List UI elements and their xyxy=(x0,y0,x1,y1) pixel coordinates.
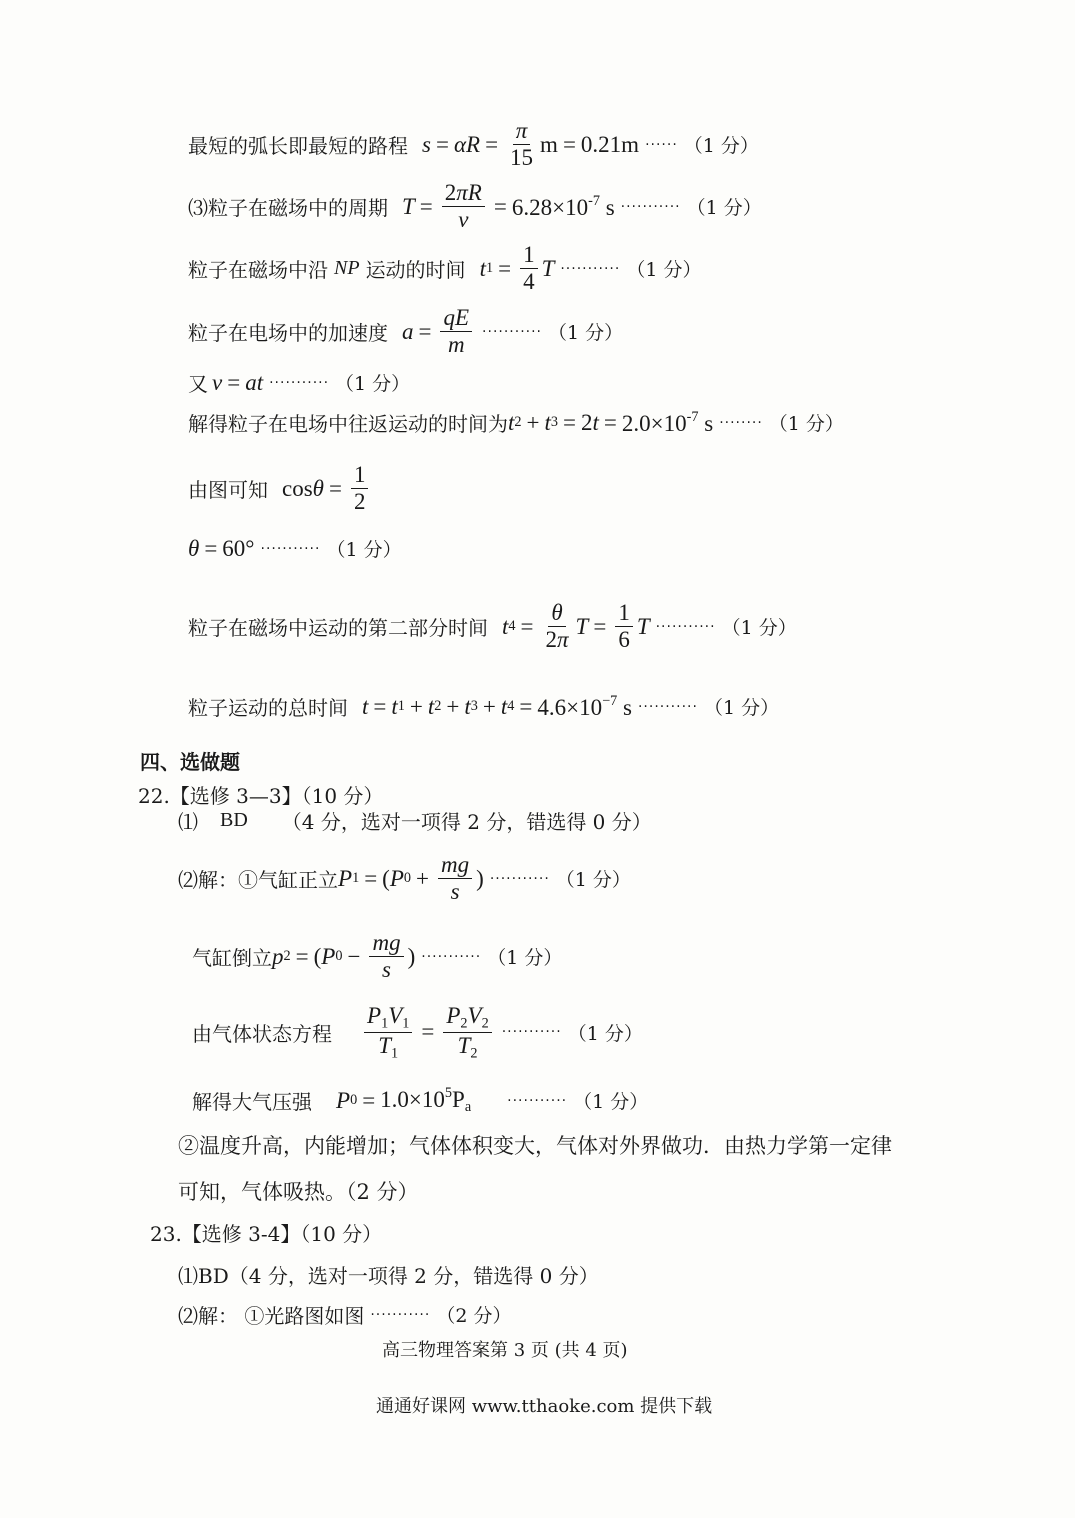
leader-dots: ··········· xyxy=(655,618,716,635)
equation-t2-t3: t 2 + t 3 = 2t = $2.0\times 10^{-7}$ s xyxy=(508,408,714,436)
leader-dots: ··········· xyxy=(620,198,681,215)
line-theta xyxy=(188,535,402,562)
equation-t1: t 1 = $\frac{1}{4}$ T xyxy=(479,242,555,295)
line-text: ⑶粒子在磁场中的周期 xyxy=(188,196,388,221)
leader-dots: ··········· xyxy=(482,323,542,340)
score-label: （1 分） xyxy=(626,259,702,282)
equation-velocity: v = at xyxy=(212,369,264,395)
score-label: （1 分） xyxy=(487,947,563,970)
section-heading: 四、选做题 xyxy=(140,750,240,774)
page-number: 高三物理答案第 3 页 (共 4 页) xyxy=(382,1340,628,1361)
equation-theta: θ = 60° xyxy=(188,535,255,561)
score-label: （1 分） xyxy=(686,197,762,220)
line-text: 最短的弧长即最短的路程 xyxy=(188,134,408,159)
score-label: （1 分） xyxy=(721,617,797,640)
line-text: 由图可知 xyxy=(188,478,268,503)
equation-period: T = $\frac{2\pi R}{v}$ = $6.28\times 10^{-7}$ s xyxy=(402,180,615,233)
q22-header: 22.【选修 3—3】（10 分） xyxy=(138,784,384,808)
line-cos-theta xyxy=(188,462,372,516)
line-text: 粒子在磁场中运动的第二部分时间 xyxy=(188,616,488,641)
line-shortest-path xyxy=(188,118,759,172)
line-text: 又 xyxy=(188,372,208,396)
part-number: ⑴ xyxy=(178,810,198,834)
equation-t4: t 4 = $\frac{\theta}{2\pi}$ T = $\frac{1}{6}$ T xyxy=(502,600,650,653)
leader-dots: ··········· xyxy=(507,1092,568,1109)
line-text: 粒子运动的总时间 xyxy=(188,696,348,720)
line-text-2: 运动的时间 xyxy=(365,258,466,283)
leader-dots: ··········· xyxy=(260,540,321,557)
score-label: （1 分） xyxy=(567,1022,643,1045)
q22-part2-upright xyxy=(178,852,631,906)
line-velocity xyxy=(188,368,410,397)
leader-dots: ··········· xyxy=(637,698,698,715)
q22-inverted xyxy=(192,930,562,984)
line-text: ⑵解：①气缸正立 xyxy=(178,868,338,893)
leader-dots: ······ xyxy=(645,136,678,153)
equation-acceleration: a = $\frac{qE}{m}$ xyxy=(402,305,476,359)
leader-dots: ········ xyxy=(719,414,763,431)
equation-arc-length: s = αR = $\frac{\pi}{15}$ m = 0.21m xyxy=(422,118,640,171)
score-label: （1 分） xyxy=(548,322,624,345)
line-text: 解得粒子在电场中往返运动的时间为 xyxy=(188,412,508,436)
leader-dots: ··········· xyxy=(269,374,330,391)
score-label: （1 分） xyxy=(703,697,780,719)
line-text: 气缸倒立 xyxy=(192,946,272,971)
equation-cos-theta: cosθ = $\frac{1}{2}$ xyxy=(282,462,372,516)
answer: BD xyxy=(220,809,248,831)
line-text: ⑵解： ①光路图如图 xyxy=(178,1304,365,1328)
line-t4 xyxy=(188,600,797,654)
q23-header: 23.【选修 3-4】（10 分） xyxy=(150,1222,383,1246)
q23-part2 xyxy=(178,1300,511,1329)
source-credit: 通通好课网 www.tthaoke.com 提供下载 xyxy=(376,1396,713,1417)
score-label: （1 分） xyxy=(326,539,402,561)
line-total-time xyxy=(188,692,779,721)
leader-dots: ··········· xyxy=(489,870,550,887)
q22-part1 xyxy=(178,806,652,835)
q22-atmospheric-pressure xyxy=(192,1085,648,1116)
score-label: （1 分） xyxy=(555,869,631,892)
line-text: 粒子在磁场中沿 xyxy=(188,258,328,283)
equation-p1: P 1 = ( P 0 + $\frac{mg}{s}$ ) xyxy=(338,852,484,905)
leader-dots: ··········· xyxy=(560,260,621,277)
line-round-trip-time xyxy=(188,408,844,437)
line-acceleration xyxy=(188,305,623,359)
line-text: 粒子在电场中的加速度 xyxy=(188,321,388,346)
line-text: 解得大气压强 xyxy=(192,1090,312,1115)
leader-dots: ··········· xyxy=(501,1024,562,1041)
equation-p2: p 2 = ( P 0 − $\frac{mg}{s}$ ) xyxy=(272,930,416,983)
score-label: （1 分） xyxy=(573,1091,649,1114)
equation-p0: P 0 = $1.0\times 10^5P_a$ xyxy=(336,1085,472,1116)
answer-note: （4 分，选对一项得 2 分，错选得 0 分） xyxy=(281,810,652,834)
equation-total-time: t = t 1 + t 2 + t 3 + t 4 = $4.6\times 10^{-7}$ s xyxy=(362,692,632,720)
equation-gas-state: $\frac{P_1V_1}{T_1}$ = $\frac{P_2V_2}{T_2}$ xyxy=(360,1003,496,1061)
q22-state-equation xyxy=(192,1003,643,1061)
line-period xyxy=(188,180,762,234)
q22-explanation-2: 可知，气体吸热。（2 分） xyxy=(178,1180,419,1204)
line-time-np: 粒子在磁场中沿 NP 运动的时间 t 1 = $\frac{1}{4}$ T ··········· （1 分） xyxy=(188,242,702,295)
score-label: （1 分） xyxy=(768,413,844,435)
score-label: （1 分） xyxy=(683,135,759,158)
q23-part1: ⑴BD（4 分，选对一项得 2 分，错选得 0 分） xyxy=(178,1264,599,1288)
score-label: （1 分） xyxy=(335,373,411,395)
line-text: 由气体状态方程 xyxy=(192,1021,332,1046)
leader-dots: ··········· xyxy=(421,948,482,965)
score-label: （2 分） xyxy=(436,1305,512,1327)
leader-dots: ··········· xyxy=(370,1306,431,1323)
q22-explanation-1: ②温度升高，内能增加；气体体积变大，气体对外界做功．由热力学第一定律 xyxy=(178,1134,892,1158)
